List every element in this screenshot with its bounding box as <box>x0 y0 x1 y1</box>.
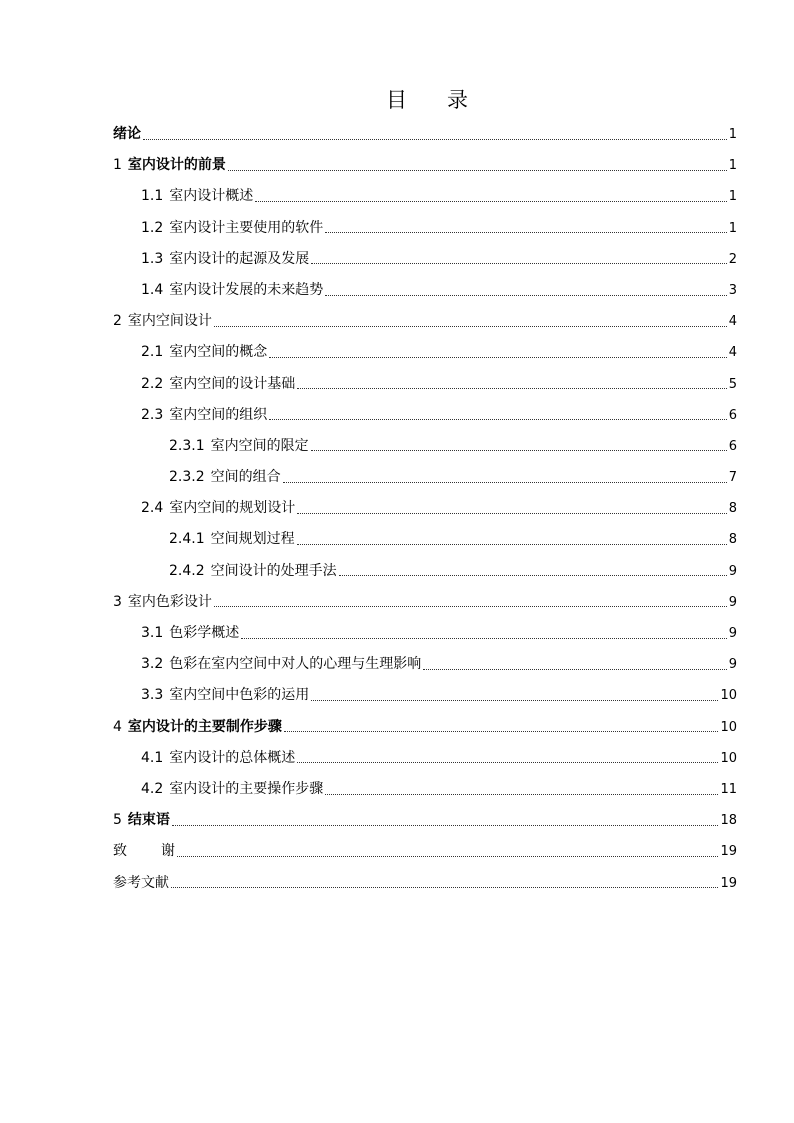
leader-dots <box>255 200 726 202</box>
toc-entry-page: 1 <box>728 158 737 174</box>
toc-entry-label: 室内设计主要使用的软件 <box>169 219 324 236</box>
toc-entry-number: 5 <box>113 812 122 829</box>
toc-entry-3-1[interactable] <box>113 618 737 649</box>
toc-entry-page: 11 <box>720 781 737 797</box>
toc-entry-label: 室内色彩设计 <box>127 593 212 610</box>
toc-entry-chapter-5[interactable] <box>113 805 737 836</box>
leader-dots <box>283 481 727 483</box>
toc-entry-page: 1 <box>728 189 737 205</box>
toc-entry-label: 参考文献 <box>113 874 169 891</box>
title-char-1: 目 <box>386 88 407 112</box>
leader-dots <box>311 262 726 264</box>
toc-entry-chapter-1[interactable] <box>113 150 737 181</box>
toc-entry-number: 2.2 <box>141 375 164 392</box>
toc-entry-2-1[interactable] <box>113 337 737 368</box>
toc-entry-label: 绪论 <box>113 126 141 142</box>
toc-entry-page: 1 <box>728 220 737 236</box>
toc-entry-page: 9 <box>728 626 737 641</box>
leader-dots <box>311 449 727 451</box>
toc-entry-label <box>113 836 175 867</box>
toc-entry-1-3[interactable] <box>113 244 737 275</box>
leader-dots <box>269 356 726 358</box>
toc-entry-label: 空间规划过程 <box>210 531 295 548</box>
toc-entry-number: 3 <box>113 593 122 610</box>
toc-entry-chapter-3[interactable] <box>113 587 737 618</box>
toc-entry-number: 3.2 <box>141 656 164 673</box>
toc-entry-label: 空间的组合 <box>210 469 281 486</box>
leader-dots <box>214 325 727 327</box>
toc-entry-label: 室内设计的总体概述 <box>169 749 296 766</box>
toc-entry-page: 4 <box>728 314 737 330</box>
title-char-2: 录 <box>447 88 468 112</box>
toc-entry-number: 1.3 <box>141 250 164 267</box>
toc-entry-label: 室内设计概述 <box>169 188 254 205</box>
toc-entry-2-2[interactable] <box>113 369 737 400</box>
leader-dots <box>325 793 718 795</box>
toc-entry-references[interactable] <box>113 868 737 899</box>
leader-dots <box>177 855 718 857</box>
toc-entry-1-1[interactable] <box>113 181 737 212</box>
toc-entry-page: 9 <box>728 657 737 673</box>
toc-entry-page: 19 <box>720 875 737 891</box>
toc-entry-chapter-4[interactable] <box>113 712 737 743</box>
leader-dots <box>228 169 727 171</box>
toc-entry-1-4[interactable] <box>113 275 737 306</box>
toc-entry-label: 室内空间的限定 <box>210 437 309 454</box>
leader-dots <box>325 294 726 296</box>
leader-dots <box>269 418 726 420</box>
toc-entry-2-3-2[interactable] <box>113 462 737 493</box>
toc-entry-page: 3 <box>728 282 737 298</box>
toc-entry-page: 6 <box>728 438 737 454</box>
toc-entry-label: 室内空间设计 <box>127 313 212 330</box>
leader-dots <box>241 637 726 639</box>
toc-entry-label: 室内空间的设计基础 <box>169 375 296 392</box>
label-char-2: 谢 <box>161 843 175 860</box>
toc-entry-label: 室内设计发展的未来趋势 <box>169 281 324 298</box>
leader-dots <box>143 138 727 140</box>
toc-entry-page: 10 <box>720 719 737 735</box>
toc-entry-number: 2.3 <box>141 406 164 423</box>
leader-dots <box>214 605 727 607</box>
leader-dots <box>325 231 726 233</box>
toc-entry-label: 色彩在室内空间中对人的心理与生理影响 <box>169 656 422 673</box>
toc-entry-number: 2.4 <box>141 500 164 517</box>
leader-dots <box>297 543 727 545</box>
leader-dots <box>171 886 718 888</box>
leader-dots <box>172 824 719 826</box>
toc-entry-number: 2.1 <box>141 344 164 361</box>
toc-entry-chapter-2[interactable] <box>113 306 737 337</box>
table-of-contents <box>113 119 737 899</box>
toc-entry-page: 5 <box>728 376 737 392</box>
toc-entry-2-4[interactable] <box>113 493 737 524</box>
toc-entry-page: 18 <box>720 813 737 829</box>
leader-dots <box>297 512 726 514</box>
toc-entry-label: 结束语 <box>127 812 170 829</box>
toc-entry-label: 色彩学概述 <box>169 625 240 641</box>
page-title <box>0 84 794 114</box>
toc-entry-page: 10 <box>720 750 737 766</box>
label-char-1: 致 <box>113 843 127 860</box>
toc-entry-3-2[interactable] <box>113 649 737 680</box>
toc-entry-number: 4 <box>113 718 122 735</box>
toc-entry-label: 室内设计的前景 <box>127 157 226 174</box>
toc-entry-number: 4.1 <box>141 749 164 766</box>
toc-entry-2-3-1[interactable] <box>113 431 737 462</box>
toc-entry-2-4-2[interactable] <box>113 556 737 587</box>
toc-entry-label: 室内设计的起源及发展 <box>169 250 310 267</box>
toc-entry-number: 4.2 <box>141 780 164 797</box>
toc-entry-page: 9 <box>728 594 737 610</box>
leader-dots <box>297 761 718 763</box>
toc-entry-2-3[interactable] <box>113 400 737 431</box>
toc-entry-acknowledgements[interactable] <box>113 836 737 867</box>
toc-entry-number: 2.4.2 <box>169 562 205 579</box>
toc-entry-number: 1.1 <box>141 188 164 205</box>
toc-entry-label: 室内设计的主要操作步骤 <box>169 780 324 797</box>
toc-entry-label: 室内空间的概念 <box>169 344 268 361</box>
toc-entry-label: 室内空间中色彩的运用 <box>169 687 310 704</box>
toc-entry-number: 2.3.2 <box>169 469 205 486</box>
toc-entry-page: 8 <box>728 532 737 548</box>
toc-entry-number: 1 <box>113 157 122 174</box>
toc-entry-label: 室内设计的主要制作步骤 <box>127 718 282 735</box>
toc-entry-page: 19 <box>720 844 737 860</box>
toc-entry-4-2[interactable] <box>113 774 737 805</box>
toc-entry-label: 空间设计的处理手法 <box>210 562 337 579</box>
leader-dots <box>311 699 718 701</box>
leader-dots <box>284 730 719 732</box>
toc-entry-page: 8 <box>728 501 737 517</box>
leader-dots <box>423 668 726 670</box>
toc-entry-number: 2.3.1 <box>169 437 205 454</box>
toc-entry-number: 2.4.1 <box>169 531 205 548</box>
toc-entry-number: 3.3 <box>141 687 164 704</box>
toc-entry-page: 1 <box>728 127 737 142</box>
toc-entry-page: 10 <box>720 688 737 704</box>
leader-dots <box>297 387 726 389</box>
leader-dots <box>339 574 727 576</box>
toc-entry-number: 2 <box>113 313 122 330</box>
toc-entry-1-2[interactable] <box>113 213 737 244</box>
toc-entry-page: 2 <box>728 251 737 267</box>
toc-entry-introduction[interactable] <box>113 119 737 150</box>
toc-entry-4-1[interactable] <box>113 743 737 774</box>
toc-entry-label: 室内空间的规划设计 <box>169 500 296 517</box>
toc-entry-page: 9 <box>728 563 737 579</box>
toc-entry-number: 3.1 <box>141 625 164 641</box>
toc-entry-page: 4 <box>728 345 737 361</box>
toc-entry-number: 1.4 <box>141 281 164 298</box>
toc-entry-2-4-1[interactable] <box>113 524 737 555</box>
toc-entry-number: 1.2 <box>141 219 164 236</box>
toc-entry-3-3[interactable] <box>113 680 737 711</box>
toc-entry-page: 7 <box>728 470 737 486</box>
toc-entry-page: 6 <box>728 407 737 423</box>
toc-entry-label: 室内空间的组织 <box>169 406 268 423</box>
